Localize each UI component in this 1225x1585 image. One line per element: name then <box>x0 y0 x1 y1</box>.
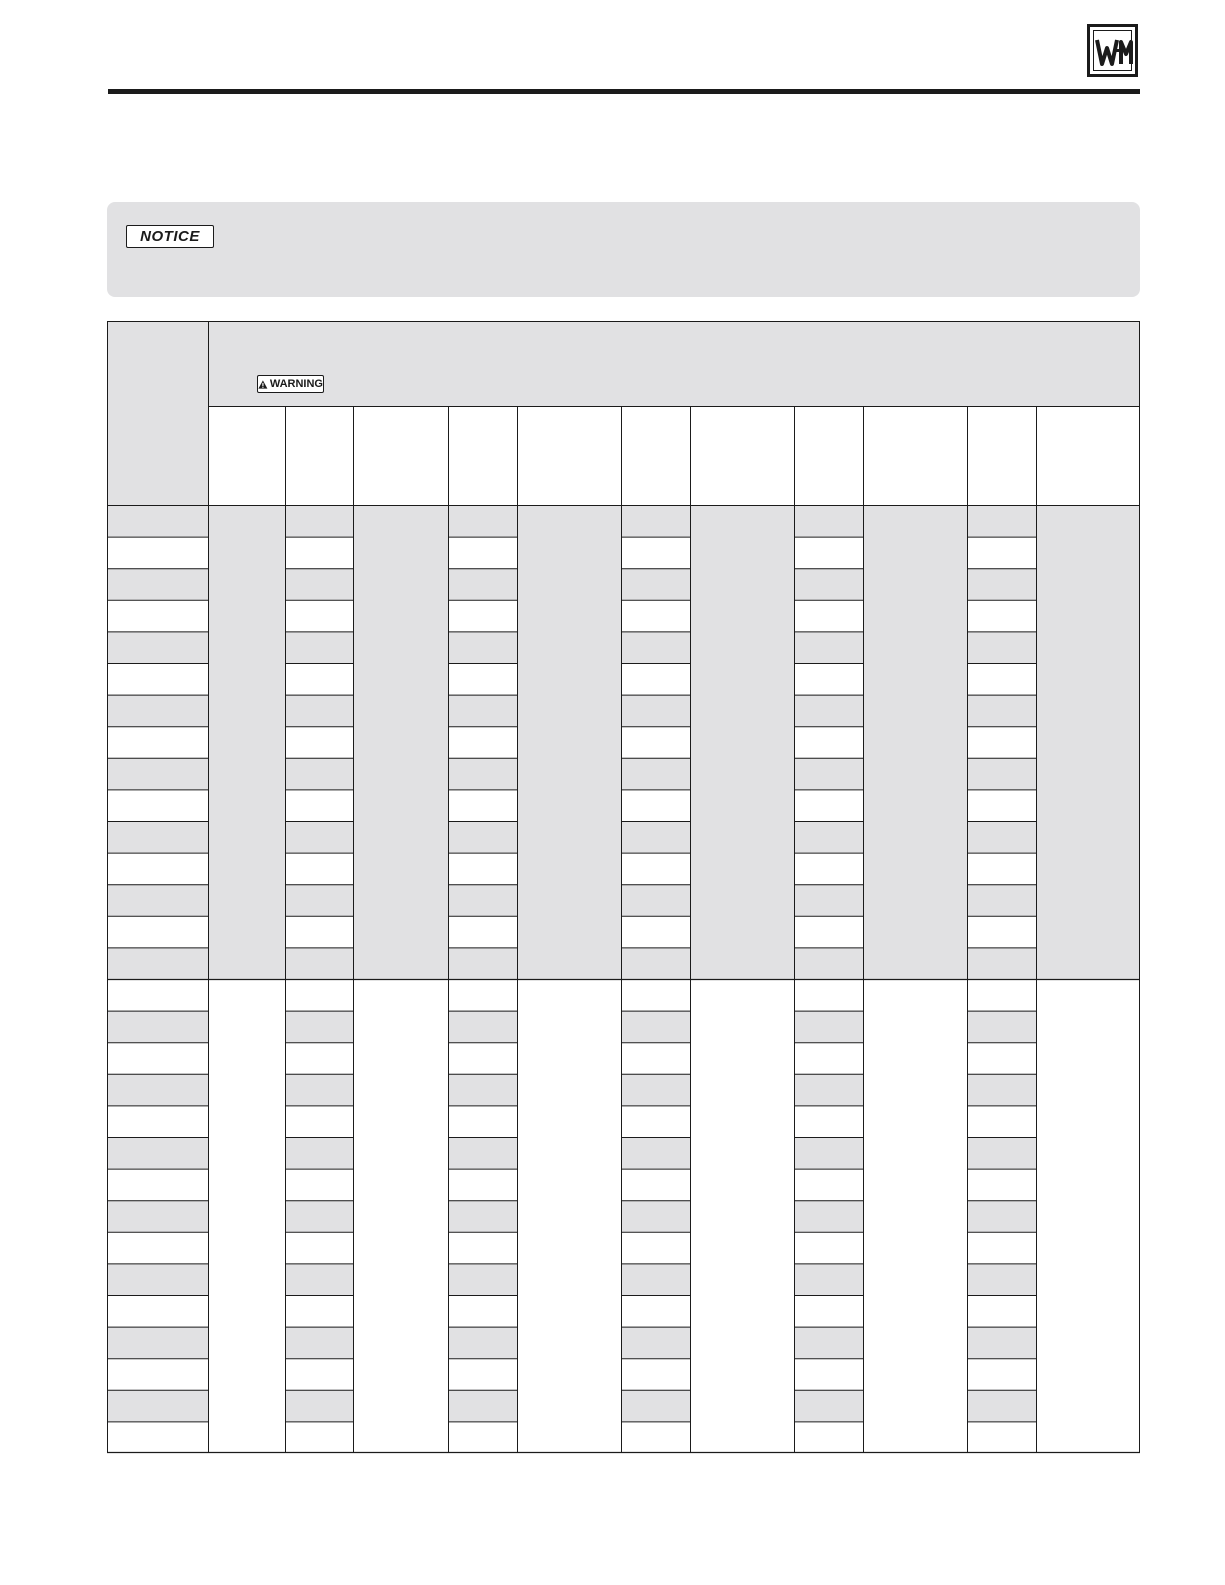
row-shade <box>107 947 208 979</box>
notice-panel <box>107 202 1140 297</box>
merged-block-shade <box>690 505 794 979</box>
row-shade <box>107 821 208 853</box>
row-shade <box>285 1011 353 1043</box>
merged-block-shade <box>208 505 285 979</box>
row-shade <box>448 631 517 663</box>
row-shade <box>794 505 863 537</box>
row-shade <box>448 1263 517 1295</box>
row-shade <box>448 505 517 537</box>
row-shade <box>967 1011 1036 1043</box>
merged-block-shade <box>353 505 448 979</box>
row-shade <box>107 758 208 790</box>
row-shade <box>794 568 863 600</box>
row-shade <box>285 695 353 727</box>
row-shade <box>448 947 517 979</box>
row-shade <box>794 631 863 663</box>
row-shade <box>794 1200 863 1232</box>
row-shade <box>621 821 690 853</box>
row-shade <box>621 884 690 916</box>
warning-triangle-icon <box>258 379 268 390</box>
row-shade <box>107 1137 208 1169</box>
merged-block-shade <box>863 505 967 979</box>
row-shade <box>448 1011 517 1043</box>
row-shade <box>967 758 1036 790</box>
row-shade <box>285 1263 353 1295</box>
row-shade <box>621 758 690 790</box>
row-shade <box>448 1137 517 1169</box>
row-shade <box>967 1137 1036 1169</box>
row-shade <box>107 695 208 727</box>
row-shade <box>285 568 353 600</box>
row-shade <box>107 505 208 537</box>
row-shade <box>621 568 690 600</box>
row-shade <box>967 1200 1036 1232</box>
row-shade <box>621 1200 690 1232</box>
row-shade <box>448 1074 517 1106</box>
warning-label <box>257 375 324 393</box>
row-shade <box>285 631 353 663</box>
row-shade <box>621 1011 690 1043</box>
row-shade <box>621 1390 690 1422</box>
row-shade <box>621 631 690 663</box>
row-shade <box>448 758 517 790</box>
row-shade <box>967 947 1036 979</box>
row-shade <box>621 505 690 537</box>
row-shade <box>794 1327 863 1359</box>
row-shade <box>794 695 863 727</box>
row-shade <box>967 1263 1036 1295</box>
warning-label-text: WARNING <box>269 378 323 390</box>
row-shade <box>967 505 1036 537</box>
row-shade <box>967 884 1036 916</box>
row-shade <box>794 1074 863 1106</box>
row-shade <box>794 1263 863 1295</box>
notice-label: NOTICE <box>126 225 214 248</box>
row-shade <box>285 1137 353 1169</box>
row-shade <box>794 1137 863 1169</box>
row-shade <box>285 884 353 916</box>
row-shade <box>794 947 863 979</box>
row-shade <box>285 1074 353 1106</box>
row-shade <box>285 1200 353 1232</box>
row-shade <box>448 695 517 727</box>
row-shade <box>107 1263 208 1295</box>
data-table <box>107 321 1141 1455</box>
row-shade <box>448 1327 517 1359</box>
row-shade <box>967 1390 1036 1422</box>
row-shade <box>621 695 690 727</box>
row-shade <box>621 1074 690 1106</box>
row-shade <box>794 1011 863 1043</box>
row-shade <box>967 1327 1036 1359</box>
row-shade <box>448 884 517 916</box>
merged-block-shade <box>1036 505 1140 979</box>
logo-mark <box>1094 34 1137 72</box>
weil-mclain-logo-icon <box>1087 24 1138 77</box>
row-shade <box>285 758 353 790</box>
row-shade <box>794 884 863 916</box>
row-shade <box>967 695 1036 727</box>
row-shade <box>448 1390 517 1422</box>
row-shade <box>285 505 353 537</box>
row-shade <box>794 1390 863 1422</box>
row-shade <box>107 1390 208 1422</box>
header-top-shade <box>107 321 1140 406</box>
row-shade <box>448 1200 517 1232</box>
row-shade <box>621 1327 690 1359</box>
row-shade <box>967 1074 1036 1106</box>
row-shade <box>285 947 353 979</box>
table-grid <box>107 321 1141 1455</box>
row-shade <box>107 1074 208 1106</box>
row-shade <box>285 1327 353 1359</box>
header-rule <box>108 89 1140 94</box>
row-shade <box>285 1390 353 1422</box>
row-shade <box>285 821 353 853</box>
row-shade <box>794 758 863 790</box>
row-shade <box>794 821 863 853</box>
row-shade <box>107 1011 208 1043</box>
header-first-col-shade <box>107 406 208 505</box>
row-shade <box>107 631 208 663</box>
row-shade <box>107 1200 208 1232</box>
row-shade <box>621 947 690 979</box>
row-shade <box>621 1137 690 1169</box>
row-shade <box>967 631 1036 663</box>
row-shade <box>448 568 517 600</box>
row-shade <box>107 884 208 916</box>
row-shade <box>621 1263 690 1295</box>
row-shade <box>967 568 1036 600</box>
row-shade <box>448 821 517 853</box>
row-shade <box>107 568 208 600</box>
row-shade <box>107 1327 208 1359</box>
row-shade <box>967 821 1036 853</box>
merged-block-shade <box>517 505 621 979</box>
